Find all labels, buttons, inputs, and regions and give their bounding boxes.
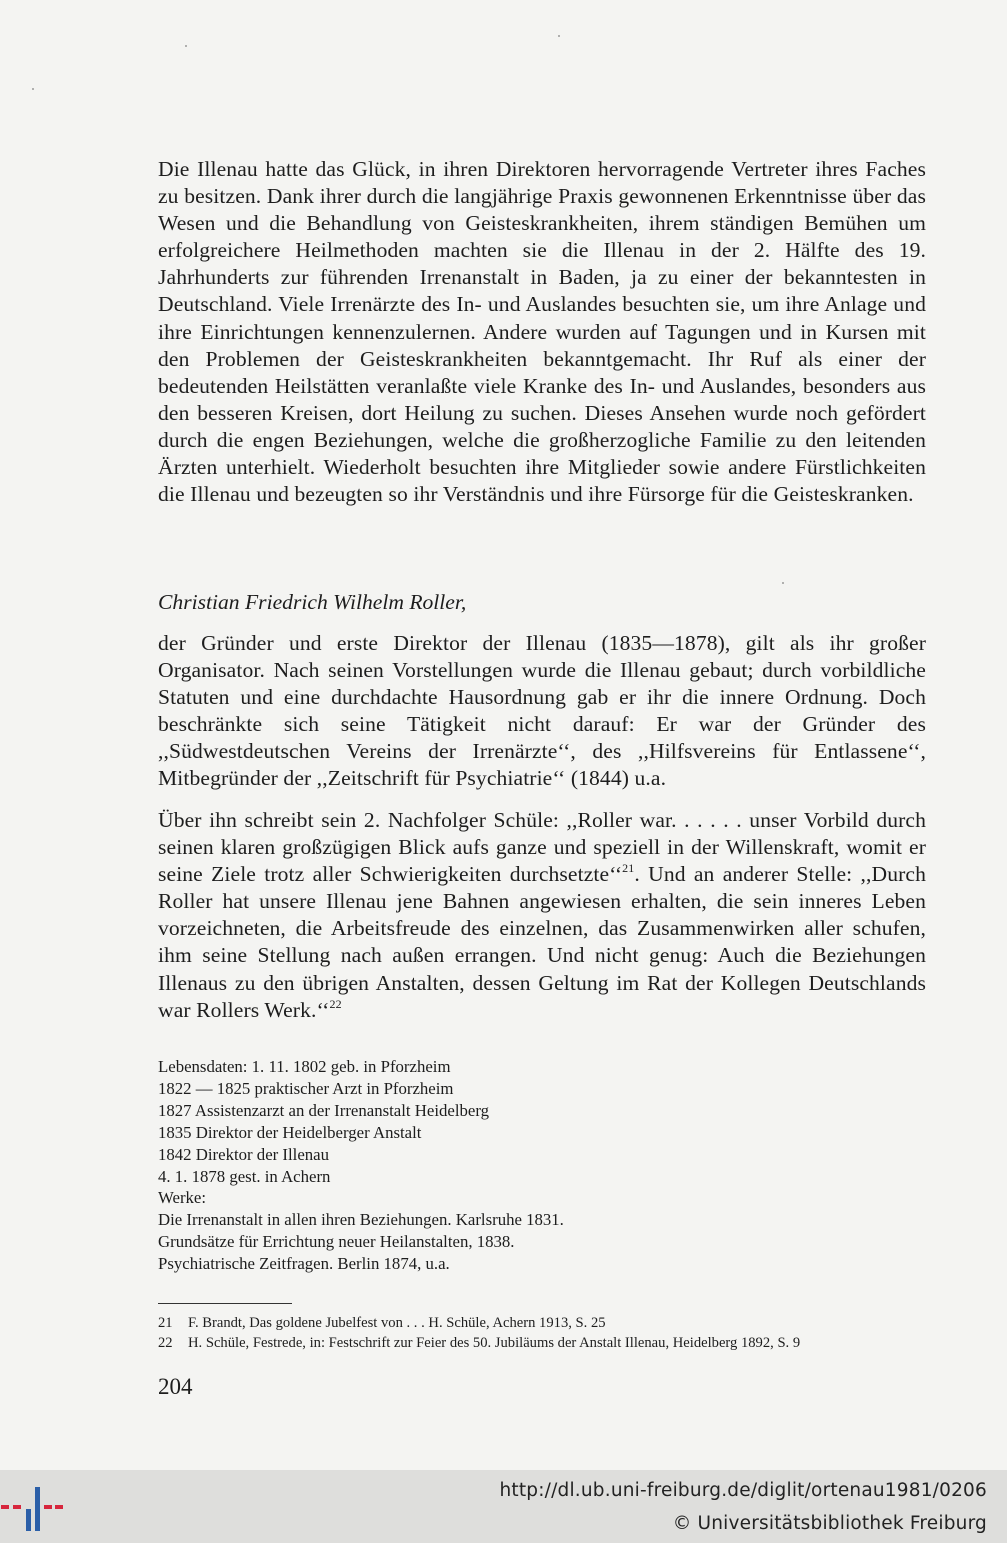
works-label: Werke:	[158, 1188, 207, 1208]
scan-speck	[32, 88, 34, 90]
footnote-ref-21[interactable]: 21	[622, 861, 635, 876]
footnote-text: F. Brandt, Das goldene Jubelfest von . . . H. Schüle, Achern 1913, S. 25	[188, 1315, 606, 1331]
work-item: Psychiatrische Zeitfragen. Berlin 1874, u.a.	[158, 1254, 450, 1274]
paragraph-3-text-b: . Und an anderer Stelle: ,,Durch Roller hat unsere Illenau jene Bahnen angewiesen erhalten, die sein inneres Leben vorzeichneten, die Arbeitsfreude des einzelnen, das Zusammenwirken aller schufen, ihm seine Stellung nach außen errangen. Und nicht genug: Auch die Beziehungen Illenaus zu den übrigen Anstalten, dessen Geltung im Rat der Kollegen Deutschlands war Rollers Werk.‘‘	[158, 862, 926, 1022]
biography-line: 4. 1. 1878 gest. in Achern	[158, 1166, 331, 1186]
biography-list	[158, 1056, 926, 1275]
scan-speck	[782, 582, 784, 584]
body-paragraph-2: der Gründer und erste Direktor der Illenau (1835—1878), gilt als ihr großer Organisator. Nach seinen Vorstellungen wurde die Illenau gebaut; durch vorbildliche Statuten und eine durchdachte Hausordnung gab er ihr die innere Ordnung. Doch beschränkte sich seine Tätigkeit nicht darauf: Er war der Gründer des ,,Südwestdeutschen Vereins der Irrenärzte‘‘, des ,,Hilfsvereins für Entlassene‘‘, Mitbegründer der ,,Zeitschrift für Psychiatrie‘‘ (1844) u.a.	[158, 631, 926, 791]
work-item: Grundsätze für Errichtung neuer Heilanstalten, 1838.	[158, 1232, 515, 1252]
body-paragraph-1: Die Illenau hatte das Glück, in ihren Direktoren hervorragende Vertreter ihres Faches zu besitzen. Dank ihrer durch die langjährige Praxis gewonnenen Erkenntnisse über das Wesen und die Behandlung von Geisteskrankheiten, ihrem ständigen Bemühen um erfolgreichere Heilmethoden machten sie die Illenau in der 2. Hälfte des 19. Jahrhunderts zur führenden Irrenanstalt in Baden, ja zu einer der bekanntesten in Deutschland. Viele Irrenärzte des In- und Auslandes besuchten sie, um ihre Anlage und ihre Einrichtungen kennenzulernen. Andere wurden auf Tagungen und in Kursen mit den Problemen der Geisteskrankheiten bekanntgemacht. Ihr Ruf als einer der bedeutenden Heilstätten veranlaßte viele Kranke des In- und Auslandes, besonders aus den besseren Kreisen, dort Heilung zu suchen. Dieses Ansehen wurde noch gefördert durch die engen Beziehungen, welche die großherzogliche Familie zu den leitenden Ärzten unterhielt. Wiederholt besuchten ihre Mitglieder sowie andere Fürstlichkeiten die Illenau und bezeugten so ihr Verständnis und ihre Fürsorge für die Geisteskranken.	[158, 157, 926, 507]
biography-line: 1827 Assistenzarzt an der Irrenanstalt Heidelberg	[158, 1100, 490, 1120]
copyright-notice: © Universitätsbibliothek Freiburg	[672, 1513, 987, 1534]
body-paragraph-3	[158, 807, 926, 1024]
biography-line: 1835 Direktor der Heidelberger Anstalt	[158, 1122, 422, 1142]
paragraph-3-text-a: Über ihn schreibt sein 2. Nachfolger Schüle: ,,Roller war. . . . . . unser Vorbild durch seinen klaren großzügigen Blick aufs ganze und speziell in der Willenskraft, womit er seine Ziele trotz aller Schwierigkeiten durchsetzte‘‘	[158, 808, 926, 887]
footnote-divider	[158, 1303, 292, 1304]
footnote-list	[158, 1313, 938, 1353]
viewer-footer-bar	[0, 1470, 1007, 1543]
ub-freiburg-logo-icon[interactable]	[0, 1483, 64, 1531]
section-heading: Christian Friedrich Wilhelm Roller,	[158, 590, 467, 614]
scan-speck	[185, 45, 187, 47]
footnote-21	[158, 1313, 938, 1333]
biography-line: Lebensdaten: 1. 11. 1802 geb. in Pforzheim	[158, 1057, 451, 1076]
footnote-22	[158, 1333, 938, 1353]
page-number: 204	[158, 1374, 193, 1399]
biography-line: 1842 Direktor der Illenau	[158, 1144, 330, 1164]
footnote-number: 22	[158, 1335, 173, 1351]
footnote-text: H. Schüle, Festrede, in: Festschrift zur Feier des 50. Jubiläums der Anstalt Illenau, Heidelberg 1892, S. 9	[188, 1335, 801, 1351]
work-item: Die Irrenanstalt in allen ihren Beziehungen. Karlsruhe 1831.	[158, 1210, 564, 1230]
scan-speck	[558, 35, 560, 37]
biography-line: 1822 — 1825 praktischer Arzt in Pforzheim	[158, 1078, 454, 1098]
footnote-number: 21	[158, 1315, 173, 1331]
permalink-url[interactable]: http://dl.ub.uni-freiburg.de/diglit/ortenau1981/0206	[499, 1480, 987, 1501]
footnote-ref-22[interactable]: 22	[329, 996, 342, 1011]
